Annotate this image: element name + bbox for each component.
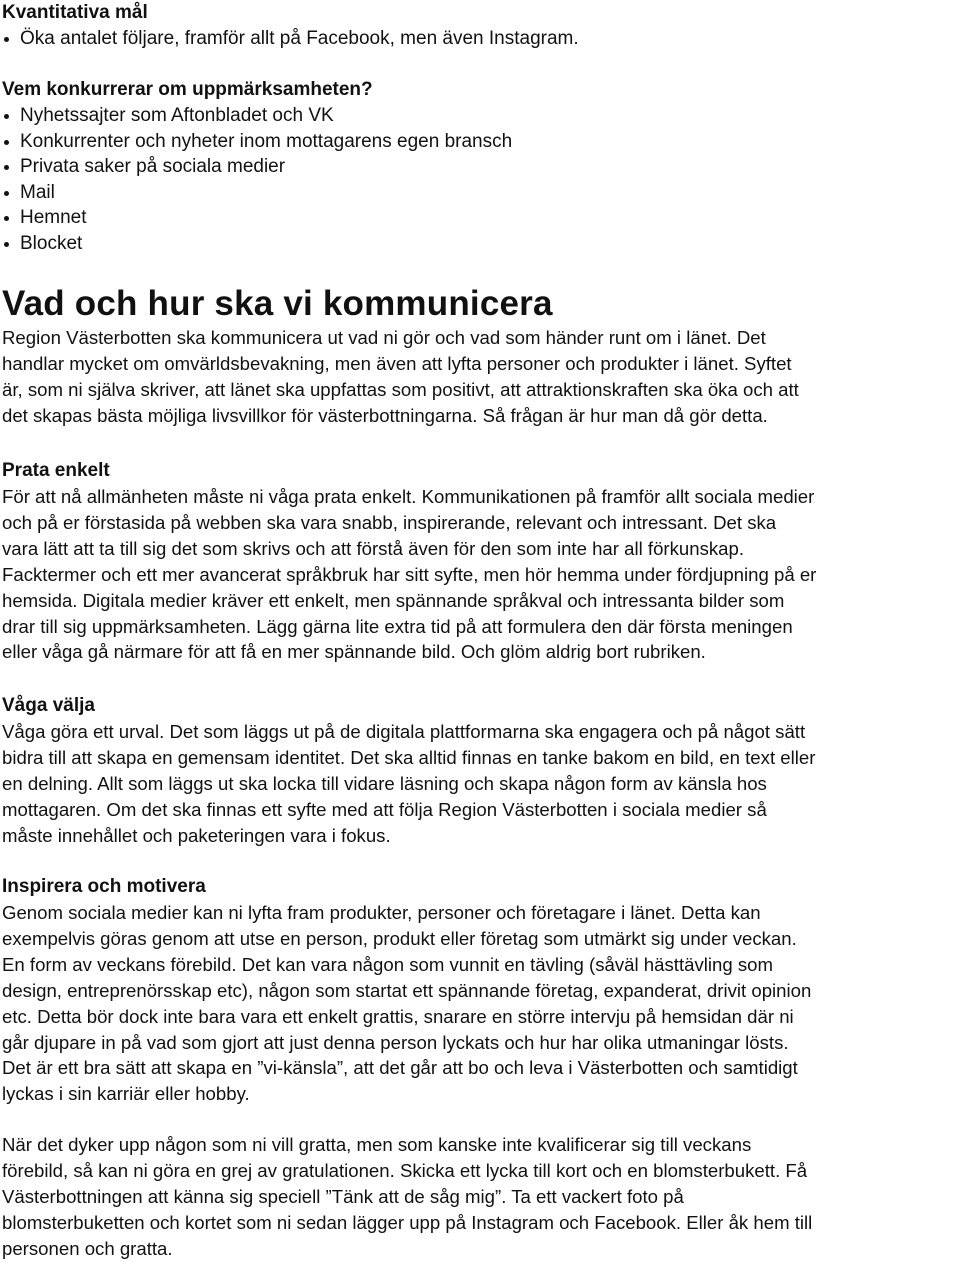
- list-item-text: Öka antalet följare, framför allt på Facebook, men även Instagram.: [20, 28, 579, 49]
- text-line: måste innehållet och paketeringen vara i fokus.: [2, 824, 391, 846]
- text-line: etc. Detta bör dock inte bara vara ett enkelt grattis, snarare en större intervju på hemsidan där ni: [2, 1005, 794, 1027]
- inspire-heading: Inspirera och motivera: [2, 876, 206, 897]
- list-item: [2, 180, 952, 206]
- communicate-paragraph: [2, 325, 952, 429]
- text-line: Genom sociala medier kan ni lyfta fram produkter, personer och företagare i länet. Detta kan: [2, 902, 761, 923]
- text-line: och på er förstasida på webben ska vara snabb, inspirerande, relevant och intressant. Det ska: [2, 511, 777, 533]
- competition-heading: Vem konkurrerar om uppmärksamheten?: [2, 79, 373, 100]
- communicate-section: [2, 285, 952, 429]
- bullet-icon: [4, 242, 9, 247]
- goals-list: [2, 26, 952, 52]
- goals-heading: Kvantitativa mål: [2, 2, 148, 23]
- simple-paragraph: [2, 484, 952, 665]
- text-line: det skapas bästa möjliga livsvillkor för västerbottningarna. Så frågan är hur man då gör detta.: [2, 404, 768, 426]
- choose-heading: Våga välja: [2, 695, 95, 716]
- list-item: [2, 129, 952, 155]
- text-line: en delning. Allt som läggs ut ska locka till vidare läsning och skapa någon form av känsla hos: [2, 772, 767, 794]
- list-item-text: Privata saker på sociala medier: [20, 156, 286, 177]
- text-line: handlar mycket om omvärldsbevakning, men även att lyfta personer och produkter i länet. Syftet: [2, 352, 792, 374]
- text-line: En form av veckans förebild. Det kan vara någon som vunnit en tävling (såväl hästtävling som: [2, 953, 773, 975]
- text-line: eller våga gå närmare för att få en mer spännande bild. Och glöm aldrig bort rubriken.: [2, 641, 706, 663]
- choose-paragraph: [2, 719, 952, 849]
- list-item-text: Nyhetssajter som Aftonbladet och VK: [20, 105, 334, 126]
- list-item: [2, 205, 952, 231]
- text-line: För att nå allmänheten måste ni våga prata enkelt. Kommunikationen på framför allt sociala medier: [2, 486, 815, 507]
- text-line: mottagaren. Om det ska finnas ett syfte med att följa Region Västerbotten i sociala medier så: [2, 798, 767, 820]
- text-line: design, entreprenörsskap etc), någon som startat ett spännande företag, expanderat, drivit opinion: [2, 979, 812, 1001]
- text-line: Region Västerbotten ska kommunicera ut vad ni gör och vad som händer runt om i länet. Det: [2, 327, 766, 348]
- simple-heading: Prata enkelt: [2, 460, 110, 481]
- text-line: går djupare in på vad som gjort att just denna person lyckats och hur har olika utmaningar lösts.: [2, 1031, 789, 1053]
- inspire-section-2: [2, 1132, 952, 1262]
- list-item-text: Konkurrenter och nyheter inom mottagarens egen bransch: [20, 130, 513, 152]
- list-item: [2, 231, 952, 257]
- text-line: vara lätt att ta till sig det som skrivs och att förstå även för den som inte har all förkunskap.: [2, 537, 745, 559]
- bullet-icon: [4, 216, 9, 221]
- bullet-icon: [4, 37, 9, 42]
- text-line: är, som ni själva skriver, att länet ska uppfattas som positivt, att attraktionskraften ska öka och att: [2, 378, 799, 400]
- bullet-icon: [4, 191, 9, 196]
- text-line: blomsterbuketten och kortet som ni sedan lägger upp på Instagram och Facebook. Eller åk hem till: [2, 1211, 813, 1233]
- list-item-text: Blocket: [20, 232, 83, 254]
- text-line: Våga göra ett urval. Det som läggs ut på de digitala plattformarna ska engagera och på något sätt: [2, 721, 806, 742]
- list-item-text: Hemnet: [20, 207, 87, 228]
- text-line: När det dyker upp någon som ni vill gratta, men som kanske inte kvalificerar sig till veckans: [2, 1134, 752, 1155]
- bullet-icon: [4, 140, 9, 145]
- text-line: exempelvis göras genom att utse en person, produkt eller företag som utmärkt sig under veckan.: [2, 927, 797, 949]
- text-line: lyckas i sin karriär eller hobby.: [2, 1083, 250, 1105]
- list-item: [2, 103, 952, 129]
- inspire-paragraph: [2, 900, 952, 1107]
- text-line: bidra till att skapa en gemensam identitet. Det ska alltid finnas en tanke bakom en bild, en text eller: [2, 746, 816, 768]
- text-line: förebild, så kan ni göra en grej av gratulationen. Skicka ett lycka till kort och en blomsterbukett. Få: [2, 1159, 808, 1181]
- list-item-text: Mail: [20, 181, 55, 203]
- list-item: [2, 154, 952, 180]
- goals-section: [2, 0, 952, 52]
- text-line: drar till sig uppmärksamheten. Lägg gärna lite extra tid på att formulera den där första meningen: [2, 615, 793, 637]
- list-item: [2, 26, 952, 52]
- text-line: personen och gratta.: [2, 1237, 173, 1259]
- simple-section: [2, 458, 952, 665]
- choose-section: [2, 693, 952, 849]
- inspire-paragraph-2: [2, 1132, 952, 1262]
- bullet-icon: [4, 165, 9, 170]
- competition-list: [2, 103, 952, 256]
- bullet-icon: [4, 114, 9, 119]
- text-line: Västerbottningen att känna sig speciell ”Tänk att de såg mig”. Ta ett vackert foto på: [2, 1185, 684, 1207]
- main-heading: Vad och hur ska vi kommunicera: [2, 284, 553, 323]
- text-line: hemsida. Digitala medier kräver ett enkelt, men spännande språkval och intressanta bilder som: [2, 589, 785, 611]
- text-line: Facktermer och ett mer avancerat språkbruk har sitt syfte, men hör hemma under fördjupning på er: [2, 563, 817, 585]
- competition-section: [2, 77, 952, 256]
- inspire-section: [2, 874, 952, 1107]
- text-line: Det är ett bra sätt att skapa en ”vi-känsla”, att det går att bo och leva i Västerbotten och samtidigt: [2, 1057, 798, 1079]
